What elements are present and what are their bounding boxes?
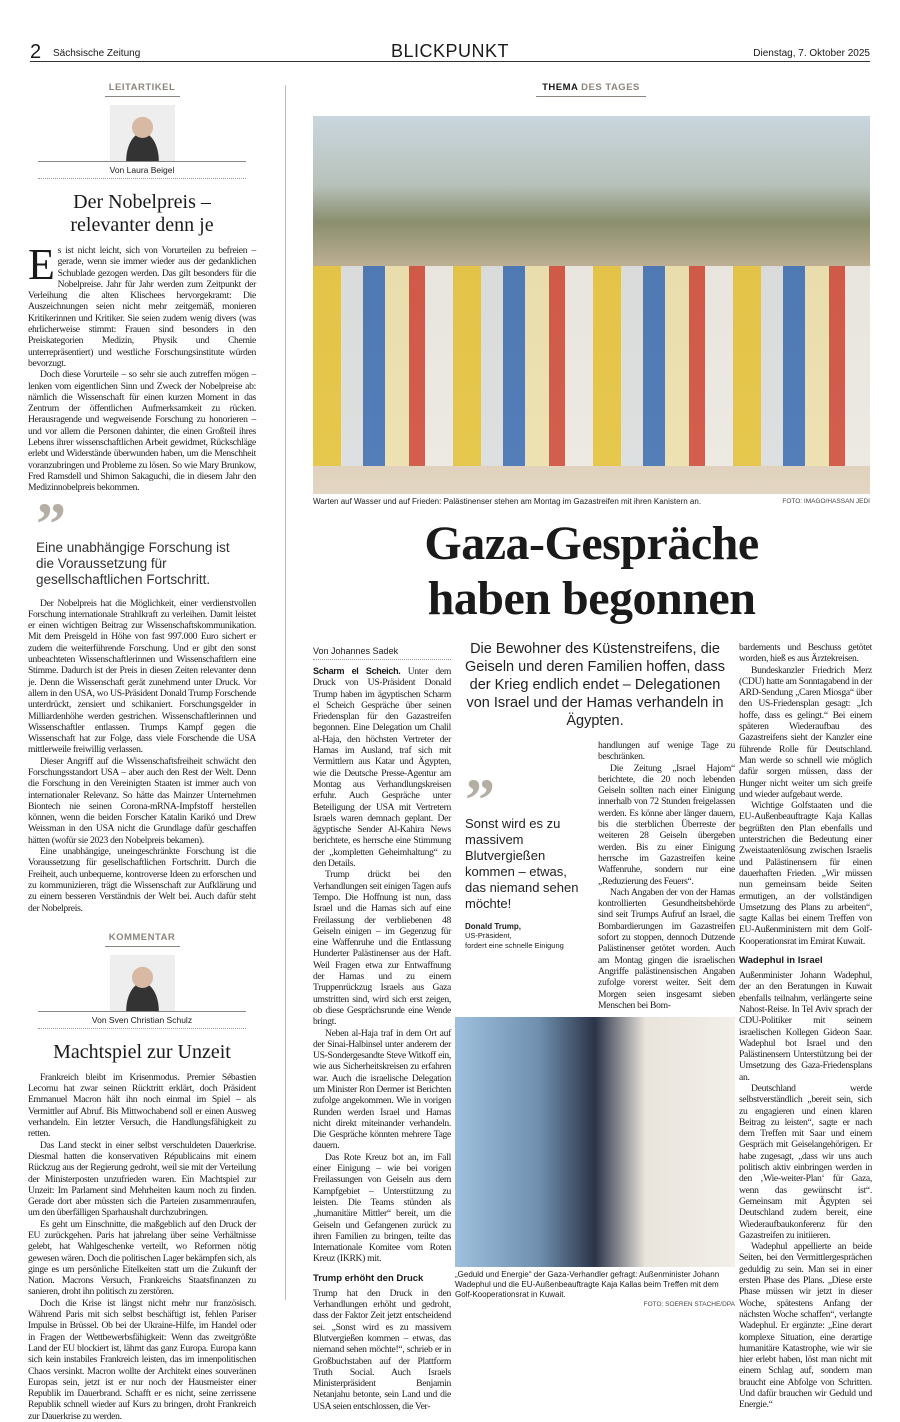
paragraph: Es geht um Einschnitte, die maßgeblich auf den Druck der EU zurückgehen. Paris hat jahrelang über seine Verhältnisse gelebt, hat Wahlgeschenke verteilt, wo Reformen nötig gewesen wären. Doch die politischen Lager bekämpfen sich, als ginge es um persönliche Eitelkeiten statt um die Zukunft der Nation. Macrons Versuch, Frankreichs Staatsfinanzen zu sanieren, droht ihn politisch zu zerstören. <box>28 1218 256 1298</box>
article-column-1 <box>313 646 451 1412</box>
dateline: Scharm el Scheich. <box>313 666 401 676</box>
paragraph: Wichtige Golfstaaten und die EU-Außenbeauftragte Kaja Kallas begrüßten den Plan ebenfalls und unterstrichen die Bedeutung einer Zweistaatenlösung zwischen Israelis und Palästinensern für einen dauerhaften Frieden. „Wir müssen nun gemeinsam beide Seiten ermutigen, an der vollständigen Umsetzung des Plans zu arbeiten“, sagte Kallas bei einem Treffen von EU-Außenministern mit dem Golf-Kooperationsrat im Emirat Kuwait. <box>739 800 872 947</box>
section-label <box>536 82 646 97</box>
section-label: KOMMENTAR <box>105 932 180 947</box>
pull-quote: Eine unabhängige Forschung ist die Voraussetzung für gesellschaftlichen Fortschritt. <box>36 539 230 587</box>
subheading: Wadephul in Israel <box>739 955 823 967</box>
paragraph: Die Zeitung „Israel Hajom“ berichtete, die 20 noch lebenden Geiseln sollten nach einer Einigung innerhalb von 72 Stunden freigelassen werden. Es könne aber länger dauern, bis die sterblichen Überreste der weiteren 28 Geiseln übergeben werden. Bis zu einer Einigung herrsche im Gazastreifen keine Waffenruhe, sondern nur eine „Reduzierung des Feuers“. <box>598 762 735 887</box>
drop-cap: E <box>28 240 55 289</box>
paragraph: Bundeskanzler Friedrich Merz (CDU) hatte am Sonntagabend in der ARD-Sendung „Caren Miosga“ über den US-Friedensplan gesagt: „Ich hoffe, dass es gelingt.“ Bei einem späteren Wiederaufbau des Gazastreifens sieht der Kanzler eine führende Rolle für Deutschland. Man werde so schnell wie möglich dafür sorgen müssen, dass der Hunger nicht weiter um sich greife und wieder aufgebaut werde. <box>739 664 872 800</box>
paragraph: Unter dem Druck von US-Präsident Donald Trump haben im ägyptischen Scharm el Scheich Gespräche über seinen Friedensplan für den Gazastreifen begonnen. Eine Delegation um Chalil al-Haja, den höchsten Vertreter der Hamas im Ausland, traf sich mit Vermittlern aus Katar und Ägypten, wie die Deutsche Presse-Agentur am Montag aus Verhandlungskreisen erfuhr. Auch Gespräche unter Beteiligung der USA mit Vertretern Israels waren demnach geplant. Der ägyptische Sender Al-Kahira News berichtete, es herrsche eine Stimmung der „kompletten Geheimhaltung“ zu den Details. <box>313 666 451 870</box>
paragraph: Trump drückt bei den Verhandlungen seit einigen Tagen aufs Tempo. Die Hoffnung ist nun, dass Israel und die Hamas sich auf eine Freilassung der verbliebenen 48 Geiseln einigen – im Gegenzug für eine Waffenruhe und die Entlassung Hunderter Palästinenser aus der Haft. Weil Fragen etwa zur Entwaffnung der Hamas und zu einem Truppenrückzug Israels aus Gaza umstritten sind, wird sich erst zeigen, ob diese Gesprächsrunde eine Wende bringt. <box>313 869 451 1028</box>
paragraph: s ist nicht leicht, sich von Vorurteilen zu befreien – gerade, wenn sie immer wieder aus der gedanklichen Schublade gezogen werden. Das gilt besonders für die Nobelpreise. Jahr für Jahr werden zum Zeitpunkt der Verleihung die alten Klischees hervorgekramt: Die Auszeichnungen seien nicht mehr zeitgemäß, monieren Kritikerinnen und Kritiker. Sie seien zudem wenig divers (was ehrlicherweise stimmt: Frauen sind besonders in den Preiskategorien Medizin, Physik und Chemie unterrepräsentiert) und westliche Forschungsinstitute würden bevorzugt. <box>28 245 256 369</box>
paragraph: Der Nobelpreis hat die Möglichkeit, einer verdienstvollen Forschung internationale Strahlkraft zu verleihen. Damit leistet er einen wichtigen Beitrag zur Wissenschaftskommunikation. Mit dem Preisgeld in Höhe von fast 997.000 Euro sichert er zudem die weiterführende Forschung. Und er gibt den sonst unbeachteten Wissenschaftlerinnen und Wissenschaftlern eine Stimme. Dadurch ist der Preis in diesen Zeiten relevanter denn je. Denn die Wissenschaft gerät zunehmend unter Druck. Vor allem in den USA, wo US-Präsident Donald Trump Forschende unterdrückt, zensiert und schikaniert. Forschungsgelder in Milliardenhöhe werden gestrichen. Wissenschaftlerinnen und Wissenschaftler entlassen. Trumps Kampf gegen die Wissenschaft hat zur Folge, dass viele Forschende die USA mittlerweile freiwillig verlassen. <box>28 597 256 756</box>
newspaper-name: Sächsische Zeitung <box>53 48 141 59</box>
quote-mark-icon <box>465 780 588 812</box>
leitartikel <box>28 82 256 914</box>
paragraph: Frankreich bleibt im Krisenmodus. Premier Sébastien Lecornu hat zwar seinen Rücktritt erklärt, doch Präsident Emmanuel Macron hält ihn noch einmal im Spiel – als Vermittler auf Abruf. Bis Mittwochabend soll er einen Ausweg verhandeln. Ein letzter Versuch, die Handlungsfähigkeit zu retten. <box>28 1071 256 1140</box>
article-headline: Der Nobelpreis – relevanter denn je <box>70 191 214 236</box>
photo-caption: „Geduld und Energie“ der Gaza-Verhandler gefragt: Außenminister Johann Wadephul und die EU-Außenbeauftragte Kaja Kallas beim Treffen mit dem Golf-Kooperationsrat in Kuwait. <box>455 1270 720 1300</box>
issue-date: Dienstag, 7. Oktober 2025 <box>753 48 870 59</box>
paragraph: bardements und Beschuss getötet worden, hieß es aus Ärztekreisen. <box>739 642 872 665</box>
subheading: Trump erhöht den Druck <box>313 1272 424 1284</box>
headline-line: Gaza-Gespräche <box>424 517 759 570</box>
article-headline: Machtspiel zur Unzeit <box>53 1040 231 1063</box>
paragraph: handlungen auf wenige Tage zu beschränken. <box>598 740 735 763</box>
quote-attribution-name: Donald Trump, <box>465 922 521 931</box>
paragraph: Außenminister Johann Wadephul, der an den Beratungen in Kuwait ebenfalls teilnahm, verlängerte seine Nahost-Reise. In Tel Aviv sprach der CDU-Politiker mit seinem israelischen Kollegen Gideon Saar. Wadephul bot Israel und den Palästinensern Unterstützung bei der Umsetzung des Gaza-Friedensplans an. <box>739 970 872 1083</box>
photo-credit: FOTO: IMAGO/HASSAN JEDI <box>782 498 870 505</box>
label-rest: DES TAGES <box>578 82 640 93</box>
author-byline: Von Sven Christian Schulz <box>38 1015 246 1029</box>
article-column-3 <box>598 740 735 1011</box>
article-deck: Die Bewohner des Küstenstreifens, die Geiseln und deren Familien hoffen, dass der Krieg endlich endet – Delegationen von Israel und der Hamas verhandeln in Ägypten. <box>464 641 726 729</box>
secondary-photo <box>455 1017 735 1267</box>
paragraph: Eine unabhängige, uneingeschränkte Forschung ist die Voraussetzung für gesellschaftlichen Fortschritt. Durch die Freiheit, auch unbequeme, kontroverse Ideen zu erforschen und zu kommunizieren, trägt die Wissenschaft zur Aufklärung und zu einem besseren Verständnis der Welt bei. Auch dafür steht der Nobelpreis. <box>28 846 256 914</box>
quote-mark-icon <box>36 504 256 536</box>
column-divider <box>285 85 286 1300</box>
paragraph: Nach Angaben der von der Hamas kontrollierten Gesundheitsbehörde sind seit Trumps Aufruf an Israel, die Bombardierungen im Gazastreifen sofort zu stoppen, dennoch Dutzende Palästinenser getötet worden. Auch am Montag gingen die israelischen Angriffe palästinensischen Angaben zufolge vorerst weiter. Seit dem Morgen seien insgesamt sieben Menschen bei Bom- <box>598 886 735 1011</box>
paragraph: Trump hat den Druck in den Verhandlungen erhöht und gedroht, dass der Faktor Zeit jetzt entscheidend sei. „Sonst wird es zu massivem Blutvergießen kommen – etwas, das niemand sehen möchte!“, schrieb er in Großbuchstaben auf der Plattform Truth Social. Auch Israels Ministerpräsident Benjamin Netanjahu betonte, sein Land und die USA seien entschlossen, die Ver- <box>313 1287 451 1412</box>
page-number: 2 <box>30 41 42 63</box>
paragraph: Neben al-Haja traf in dem Ort auf der Sinai-Halbinsel unter anderem der US-Sondergesandte Steve Witkoff ein, wie aus Sicherheitskreisen zu erfahren war. Auch die israelische Delegation um Minister Ron Dermer ist Berichten zufolge angekommen. Wie in vorigen Runden werden Israel und Hamas nicht direkt miteinander verhandeln. Die Gespräche könnten mehrere Tage dauern. <box>313 1027 451 1152</box>
paragraph: Doch die Krise ist längst nicht mehr nur französisch. Während Paris mit sich selbst beschäftigt ist, fehlen Pariser Impulse in Brüssel. Ob bei der Ukraine-Hilfe, im Handel oder in Fragen der Wettbewerbsfähigkeit: Wenn das zweitgrößte Land der EU blockiert ist, lähmt das ganz Europa. Europa kann sich kein instabiles Frankreich leisten, das im innenpolitischen Chaos versinkt. Macron wollte der Architekt eines souveränen Europas sein, jetzt ist er nur noch der Hausmeister einer Republik im Dauerbrand. Schafft er es nicht, seine zerrissene Republik schnell wieder auf Kurs zu bringen, droht Frankreich zur Dauerkrise zu werden. <box>28 1297 256 1422</box>
pull-quote-box <box>455 740 592 1011</box>
paragraph: Deutschland werde selbstverständlich „bereit sein, sich zu engagieren und einen klaren Beitrag zu leisten“, sagte er nach dem Treffen mit Saar und einem Gespräch mit Geiselangehörigen. Er habe zugesagt, „dass wir uns auch politisch aktiv einbringen werden in den ‚Wie-weiter-Plan‘ für Gaza, wenn das gewünscht ist“. Gemeinsam mit Ägypten sei Deutschland zudem bereit, eine Wiederaufbaukonferenz für den Gazastreifen zu initiieren. <box>739 1082 872 1241</box>
author-byline: Von Johannes Sadek <box>313 646 451 660</box>
article-column-4 <box>739 642 872 1411</box>
main-headline <box>313 516 870 626</box>
paragraph: Wadephul appellierte an beide Seiten, bei den Vermittlergesprächen geduldig zu sein. Man sei in einer ersten Phase des Plans. „Diese erste Phase müssen wir jetzt in dieser Woche, spätestens Anfang der nächsten Woche schaffen“, verlangte Wadephul. Er ergänzte: „Eine derart komplexe Situation, eine derartige humanitäre Katastrophe, wie wir sie hier erlebt haben, löst man nicht mit einem Schlag auf, sondern man braucht eine Abfolge von Schritten. Und dafür brauchen wir Geduld und Energie.“ <box>739 1241 872 1411</box>
center-block <box>455 640 735 1308</box>
paragraph: Das Land steckt in einer selbst verschuldeten Dauerkrise. Diesmal hatten die konservativen Républicains mit einem Rückzug aus der Regierung gedroht, weil sie mit der Verteilung der Ministerposten unzufrieden waren. Ein Machtspiel zur Unzeit: Im Parlament sind Mehrheiten kaum noch zu finden. Gerade dort aber müssten sich die Parteien zusammenraufen, um den überfälligen Sparhaushalt durchzubringen. <box>28 1139 256 1219</box>
photo-caption: Warten auf Wasser und auf Frieden: Palästinenser stehen am Montag im Gazastreifen mit ihren Kanistern an. <box>313 497 702 506</box>
paragraph: Doch diese Vorurteile – so sehr sie auch zutreffen mögen – lenken vom eigentlichen Sinn und Zweck der Nobelpreise ab: nämlich die Wissenschaft für einen kurzen Moment in das Zentrum der öffentlichen Aufmerksamkeit zu rücken. Herausragende und wegweisende Forschung zu honorieren – und vor allem die Personen dahinter, die einen Großteil ihres Lebens ihrer wissenschaftlichen Arbeit gewidmet, Rückschläge erlebt und Widerstände überwunden haben, um die Menschheit voranzubringen und Probleme zu lösen. So wie Mary Brunkow, Fred Ramsdell und Shimon Sakaguchi, die in diesem Jahr den Medizinnobelpreis bekommen. <box>28 369 256 494</box>
author-portrait <box>110 105 175 161</box>
author-portrait <box>110 955 175 1011</box>
quote-attribution-role: US-Präsident, <box>465 931 512 940</box>
photo-credit: FOTO: SOEREN STACHE/DPA <box>643 1301 735 1309</box>
paragraph: Dieser Angriff auf die Wissenschaftsfreiheit schwächt den Forschungsstandort USA – aber auch den Rest der Welt. Denn die Forschung in den Vereinigten Staaten ist immer auch von internationaler Relevanz. So hätte das Mainzer Unternehmen Biontech nie seinen Corona-mRNA-Impfstoff herstellen können, wenn die beiden Forscher Katalin Karikó und Drew Weissman in den USA nicht die Grundlage dafür geschaffen hätten (wofür sie 2023 den Nobelpreis bekamen). <box>28 755 256 846</box>
main-photo <box>313 116 870 494</box>
left-column <box>28 82 256 1422</box>
paragraph: Das Rote Kreuz bot an, im Fall einer Einigung – wie bei vorigen Freilassungen von Geiseln aus dem Kampfgebiet – Unterstützung zu leisten. Die Teams stünden als „humanitäre Mittler“ bereit, um die Geiseln und Gefangenen zurück zu ihren Familien zu bringen, teilte das Internationale Komitee vom Roten Kreuz (IKRK) mit. <box>313 1151 451 1265</box>
kommentar <box>28 932 256 1422</box>
author-byline: Von Laura Beigel <box>38 165 246 179</box>
label-bold: THEMA <box>542 82 579 93</box>
pull-quote: Sonst wird es zu massivem Blutvergießen kommen – etwas, das niemand sehen möchte! <box>465 816 579 911</box>
header-rule <box>30 61 870 62</box>
headline-line: haben begonnen <box>427 572 756 625</box>
section-title: BLICKPUNKT <box>390 41 510 61</box>
quote-attribution-note: fordert eine schnelle Einigung <box>465 941 564 950</box>
section-label: LEITARTIKEL <box>105 82 180 97</box>
